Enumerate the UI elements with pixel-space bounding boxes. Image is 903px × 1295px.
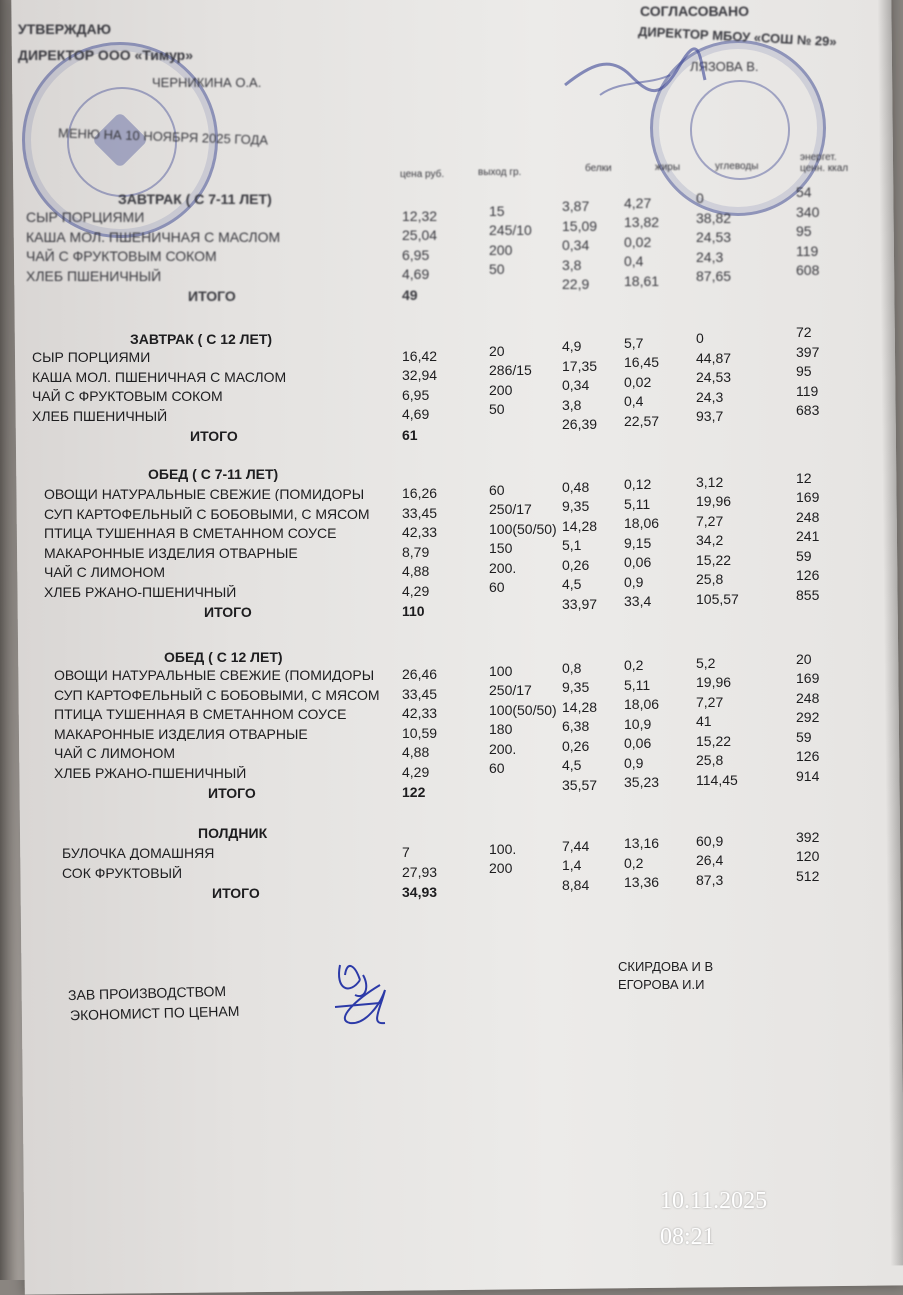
item-price: 25,04: [402, 227, 438, 244]
total-protein: 22,9: [562, 276, 590, 293]
item-carbs: 25,8: [696, 752, 724, 769]
item-carbs: 0: [696, 330, 704, 347]
photo-time-stamp: 08:21: [660, 1224, 715, 1250]
item-weight: 200.: [489, 740, 517, 757]
item-carbs: 15,22: [696, 551, 732, 568]
agreer-title: ДИРЕКТОР МБОУ «СОШ № 29»: [637, 23, 838, 50]
item-kcal: 119: [796, 382, 819, 399]
total-fat: 35,23: [624, 774, 660, 791]
col-header-carbs: углеводы: [715, 161, 759, 172]
item-weight: 60: [489, 481, 505, 498]
item-protein: 0,8: [562, 659, 582, 676]
total-kcal: 683: [796, 402, 820, 419]
item-carbs: 38,82: [696, 209, 732, 226]
section-title: ЗАВТРАК ( С 12 ЛЕТ): [130, 331, 273, 347]
item-carbs: 15,22: [696, 732, 732, 749]
item-carbs: 19,96: [696, 674, 732, 691]
item-fat: 0,4: [624, 393, 644, 410]
item-kcal: 248: [796, 508, 820, 525]
item-fat: 5,7: [624, 334, 644, 351]
item-carbs: 3,12: [696, 473, 724, 490]
item-protein: 4,5: [562, 757, 582, 774]
section-title: ЗАВТРАК ( С 7-11 ЛЕТ): [118, 191, 272, 207]
total-protein: 33,97: [562, 595, 598, 612]
footer-role-production: ЗАВ ПРОИЗВОДСТВОМ: [67, 982, 227, 1004]
item-kcal: 392: [796, 828, 820, 845]
item-protein: 14,28: [562, 517, 598, 534]
total-price: 61: [402, 427, 418, 443]
item-protein: 15,09: [562, 217, 598, 234]
item-fat: 0,4: [624, 253, 644, 270]
total-carbs: 114,45: [696, 771, 738, 788]
item-protein: 4,5: [562, 576, 582, 593]
item-weight: 60: [489, 579, 505, 596]
total-label: ИТОГО: [212, 885, 260, 901]
item-carbs: 24,53: [696, 369, 732, 386]
item-price: 6,95: [402, 246, 430, 263]
total-label: ИТОГО: [208, 785, 256, 801]
item-kcal: 72: [796, 324, 812, 341]
item-kcal: 20: [796, 650, 812, 667]
item-protein: 9,35: [562, 679, 590, 696]
item-weight: 200.: [489, 559, 517, 576]
item-fat: 18,06: [624, 515, 660, 532]
footer-role-economist: ЭКОНОМИСТ ПО ЦЕНАМ: [69, 1002, 240, 1024]
total-price: 34,93: [402, 884, 438, 900]
total-kcal: 512: [796, 867, 820, 884]
item-price: 27,93: [402, 863, 438, 880]
item-fat: 5,11: [624, 495, 651, 512]
item-carbs: 7,27: [696, 512, 724, 529]
total-kcal: 855: [796, 586, 820, 603]
item-weight: 15: [489, 202, 505, 219]
item-fat: 13,82: [624, 214, 660, 231]
item-kcal: 126: [796, 567, 820, 584]
item-weight: 20: [489, 342, 505, 359]
item-kcal: 12: [796, 469, 812, 486]
item-kcal: 169: [796, 489, 820, 506]
item-name: ОВОЩИ НАТУРАЛЬНЫЕ СВЕЖИЕ (ПОМИДОРЫ: [54, 668, 375, 682]
item-price: 26,46: [402, 666, 438, 683]
total-fat: 33,4: [624, 593, 652, 610]
item-name: ОВОЩИ НАТУРАЛЬНЫЕ СВЕЖИЕ (ПОМИДОРЫ: [44, 487, 365, 501]
item-carbs: 5,2: [696, 654, 716, 671]
total-carbs: 87,65: [696, 268, 732, 285]
item-kcal: 54: [796, 184, 812, 201]
item-carbs: 7,27: [696, 693, 724, 710]
item-carbs: 24,3: [696, 248, 724, 265]
total-protein: 8,84: [562, 876, 590, 893]
approver-name: ЧЕРНИКИНА О.А.: [152, 75, 262, 90]
item-price: 32,94: [402, 367, 438, 384]
item-weight: 250/17: [489, 501, 532, 518]
item-weight: 150: [489, 540, 513, 557]
item-price: 8,79: [402, 543, 430, 560]
section-title: ОБЕД ( С 7-11 ЛЕТ): [148, 466, 279, 482]
item-weight: 200: [489, 860, 513, 877]
item-name: МАКАРОННЫЕ ИЗДЕЛИЯ ОТВАРНЫЕ: [54, 726, 308, 741]
total-carbs: 105,57: [696, 590, 739, 607]
item-fat: 18,06: [624, 696, 660, 713]
item-kcal: 120: [796, 848, 820, 865]
item-price: 16,42: [402, 347, 438, 364]
total-price: 110: [402, 603, 425, 619]
item-protein: 0,48: [562, 478, 590, 495]
col-header-weight: выход гр.: [478, 167, 522, 178]
col-header-protein: белки: [585, 163, 612, 174]
item-kcal: 169: [796, 670, 820, 687]
item-name: СУП КАРТОФЕЛЬНЫЙ С БОБОВЫМИ, С МЯСОМ: [44, 506, 370, 521]
item-protein: 0,26: [562, 737, 590, 754]
photo-date-stamp: 10.11.2025: [660, 1188, 768, 1214]
total-kcal: 608: [796, 262, 820, 279]
item-carbs: 60,9: [696, 832, 724, 849]
item-price: 4,29: [402, 763, 430, 780]
item-fat: 13,16: [624, 835, 660, 852]
item-name: МАКАРОННЫЕ ИЗДЕЛИЯ ОТВАРНЫЕ: [44, 545, 298, 560]
item-fat: 9,15: [624, 534, 652, 551]
item-kcal: 241: [796, 528, 820, 545]
item-name: ХЛЕБ РЖАНО-ПШЕНИЧНЫЙ: [44, 584, 237, 599]
item-carbs: 24,53: [696, 229, 732, 246]
item-weight: 100(50/50): [489, 520, 557, 537]
item-price: 10,59: [402, 724, 438, 741]
agreed-label: СОГЛАСОВАНО: [640, 3, 749, 19]
item-price: 6,95: [402, 386, 430, 403]
director-signature: [560, 45, 710, 115]
item-weight: 60: [489, 760, 505, 777]
item-price: 33,45: [402, 685, 438, 702]
total-price: 122: [402, 784, 426, 800]
total-fat: 22,57: [624, 412, 660, 429]
item-weight: 100.: [489, 840, 517, 857]
item-protein: 3,87: [562, 198, 590, 215]
item-carbs: 41: [696, 713, 712, 730]
item-protein: 9,35: [562, 498, 590, 515]
item-price: 33,45: [402, 504, 438, 521]
item-carbs: 44,87: [696, 349, 732, 366]
item-kcal: 292: [796, 709, 820, 726]
item-kcal: 119: [796, 242, 819, 259]
item-kcal: 95: [796, 223, 812, 240]
item-price: 42,33: [402, 705, 438, 722]
item-fat: 0,12: [624, 476, 652, 493]
item-name: КАША МОЛ. ПШЕНИЧНАЯ С МАСЛОМ: [32, 369, 287, 384]
item-fat: 0,2: [624, 854, 644, 871]
item-name: ХЛЕБ РЖАНО-ПШЕНИЧНЫЙ: [54, 765, 247, 780]
item-carbs: 0: [696, 190, 704, 207]
footer-name-1: СКИРДОВА И В: [618, 959, 714, 974]
approver-title: ДИРЕКТОР ООО «Тимур»: [18, 47, 194, 63]
section-title: ПОЛДНИК: [198, 825, 268, 841]
total-label: ИТОГО: [204, 604, 252, 620]
total-carbs: 93,7: [696, 408, 724, 425]
item-name: ЧАЙ С ЛИМОНОМ: [44, 565, 166, 579]
item-fat: 0,06: [624, 735, 652, 752]
item-fat: 16,45: [624, 354, 660, 371]
item-price: 16,26: [402, 485, 438, 502]
item-weight: 250/17: [489, 682, 532, 699]
item-fat: 0,06: [624, 554, 652, 571]
item-weight: 245/10: [489, 222, 532, 239]
item-price: 4,88: [402, 744, 430, 761]
item-carbs: 34,2: [696, 532, 724, 549]
item-name: ПТИЦА ТУШЕННАЯ В СМЕТАННОМ СОУСЕ: [44, 526, 337, 540]
total-protein: 26,39: [562, 416, 598, 433]
item-fat: 4,27: [624, 194, 652, 211]
item-protein: 1,4: [562, 857, 582, 874]
item-name: СЫР ПОРЦИЯМИ: [26, 210, 145, 224]
total-carbs: 87,3: [696, 871, 724, 888]
item-carbs: 25,8: [696, 571, 724, 588]
item-kcal: 248: [796, 689, 820, 706]
item-name: ЧАЙ С ФРУКТОВЫМ СОКОМ: [32, 389, 223, 403]
total-protein: 35,57: [562, 776, 598, 793]
item-price: 12,32: [402, 207, 438, 224]
item-price: 4,29: [402, 582, 430, 599]
item-fat: 0,9: [624, 573, 644, 590]
item-name: ЧАЙ С ФРУКТОВЫМ СОКОМ: [26, 249, 217, 263]
item-weight: 200: [489, 381, 513, 398]
item-protein: 3,8: [562, 256, 582, 273]
menu-title: МЕНЮ НА 10 НОЯБРЯ 2025 ГОДА: [57, 125, 269, 148]
item-price: 7: [402, 844, 410, 861]
sleeve-edge: [877, 0, 903, 1266]
total-fat: 13,36: [624, 874, 660, 891]
item-name: ПТИЦА ТУШЕННАЯ В СМЕТАННОМ СОУСЕ: [54, 707, 347, 721]
item-kcal: 59: [796, 547, 812, 564]
item-weight: 100: [489, 662, 513, 679]
total-label: ИТОГО: [188, 288, 236, 304]
item-name: ЧАЙ С ЛИМОНОМ: [54, 746, 176, 760]
item-weight: 180: [489, 721, 513, 738]
item-protein: 0,34: [562, 377, 590, 394]
total-label: ИТОГО: [190, 428, 238, 444]
item-weight: 200: [489, 241, 513, 258]
total-kcal: 914: [796, 767, 820, 784]
footer-name-2: ЕГОРОВА И.И: [618, 977, 705, 992]
item-weight: 286/15: [489, 362, 532, 379]
item-weight: 50: [489, 261, 505, 278]
item-name: БУЛОЧКА ДОМАШНЯЯ: [62, 846, 215, 860]
item-protein: 17,35: [562, 357, 598, 374]
item-protein: 4,9: [562, 338, 582, 355]
item-fat: 0,9: [624, 754, 644, 771]
item-fat: 0,02: [624, 233, 652, 250]
item-name: ХЛЕБ ПШЕНИЧНЫЙ: [26, 268, 162, 283]
agreer-name: ЛЯЗОВА В.: [690, 59, 759, 74]
item-carbs: 19,96: [696, 493, 732, 510]
col-header-fat: жиры: [655, 162, 681, 173]
item-fat: 0,2: [624, 657, 644, 674]
item-price: 42,33: [402, 524, 438, 541]
col-header-kcal: энергет. ценн. ккал: [800, 152, 849, 174]
item-price: 4,88: [402, 563, 430, 580]
item-carbs: 26,4: [696, 852, 724, 869]
item-kcal: 59: [796, 728, 812, 745]
item-carbs: 24,3: [696, 388, 724, 405]
approved-label: УТВЕРЖДАЮ: [18, 21, 112, 37]
col-header-price: цена руб.: [400, 169, 445, 180]
total-price: 49: [402, 287, 418, 303]
item-name: СЫР ПОРЦИЯМИ: [32, 350, 151, 364]
item-kcal: 95: [796, 363, 812, 380]
item-weight: 50: [489, 401, 505, 418]
section-title: ОБЕД ( С 12 ЛЕТ): [164, 649, 283, 665]
item-protein: 0,26: [562, 556, 590, 573]
item-price: 4,69: [402, 406, 430, 423]
handwritten-signature: [325, 945, 405, 1035]
item-weight: 100(50/50): [489, 701, 557, 718]
item-kcal: 397: [796, 343, 820, 360]
item-fat: 10,9: [624, 715, 652, 732]
item-protein: 6,38: [562, 718, 590, 735]
item-price: 4,69: [402, 266, 430, 283]
item-kcal: 126: [796, 748, 820, 765]
item-protein: 0,34: [562, 237, 590, 254]
item-kcal: 340: [796, 203, 820, 220]
item-name: КАША МОЛ. ПШЕНИЧНАЯ С МАСЛОМ: [26, 229, 281, 244]
item-protein: 7,44: [562, 837, 590, 854]
item-name: ХЛЕБ ПШЕНИЧНЫЙ: [32, 408, 168, 423]
item-fat: 5,11: [624, 676, 651, 693]
item-protein: 3,8: [562, 396, 582, 413]
item-name: СОК ФРУКТОВЫЙ: [62, 865, 183, 880]
item-protein: 5,1: [562, 537, 582, 554]
item-name: СУП КАРТОФЕЛЬНЫЙ С БОБОВЫМИ, С МЯСОМ: [54, 687, 380, 702]
item-protein: 14,28: [562, 698, 598, 715]
item-fat: 0,02: [624, 373, 652, 390]
total-fat: 18,61: [624, 272, 660, 289]
